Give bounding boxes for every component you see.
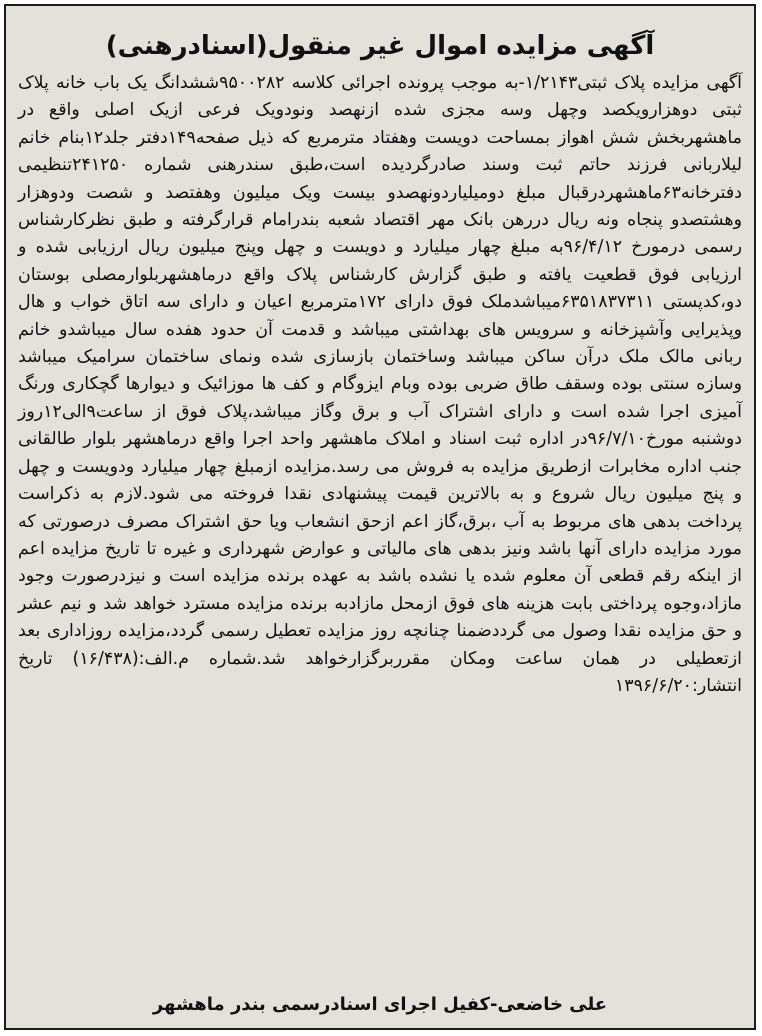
notice-signature: علی خاضعی-کفیل اجرای اسنادرسمی بندر ماهشهر <box>152 994 608 1015</box>
auction-notice <box>4 4 756 1030</box>
notice-body: آگهی مزایده پلاک ثبتی۱/۲۱۴۳-به موجب پرونده اجرائی کلاسه ۹۵۰۰۲۸۲ششدانگ یک باب خانه پلاک ثبتی دوهزارویکصد وچهل وسه مجزی شده ازنهصد ونودویک فرعی ازیک اصلی واقع در ماهشهربخش شش اهواز بمساحت دویست وهفتاد مترمربع که ذیل صفحه۱۴۹دفتر جلد۱۲بنام خانم لیلاربانی فرزند حاتم ثبت وسند صادرگردیده است،طبق سندرهنی شماره ۲۴۱۲۵۰تنظیمی دفترخانه۶۳ماهشهردرقبال مبلغ دومیلیاردونهصدو بیست ویک میلیون وهفتصد و شصت ودوهزار وهشتصدو پنجاه ونه ریال دررهن بانک مهر اقتصاد شعبه بندرامام قرارگرفته و طبق نظرکارشناس رسمی درمورخ ۹۶/۴/۱۲به مبلغ چهار میلیارد و دویست و چهل وپنج میلیون ریال ارزیابی شده و ارزیابی فوق قطعیت یافته و طبق گزارش کارشناس پلاک واقع درماهشهربلوارمصلی بوستان دو،کدپستی ۶۳۵۱۸۳۷۳۱۱میباشدملک فوق دارای ۱۷۲مترمربع اعیان و دارای سه اتاق خواب و هال وپذیرایی وآشپزخانه و سرویس های بهداشتی میباشد و قدمت آن حدود هفده سال میباشدو خانم ربانی مالک ملک درآن ساکن میباشد وساختمان بازسازی شده ونمای ساختمان سرامیک میباشد وسازه سنتی بوده وسقف طاق ضربی بوده وبام ایزوگام و کف ها موزائیک و دیوارها گچکاری ورنگ آمیزی اجرا شده است و دارای اشتراک آب و برق وگاز میباشد،پلاک فوق از ساعت۹الی۱۲روز دوشنبه مورخ۹۶/۷/۱۰در اداره ثبت اسناد و املاک ماهشهر واحد اجرا واقع درماهشهر بلوار طالقانی جنب اداره مخابرات ازطریق مزایده به فروش می رسد.مزایده ازمبلغ چهار میلیارد ودویست و چهل و پنج میلیون ریال شروع و به بالاترین قیمت پیشنهادی نقدا فروخته می شود.لازم به ذکراست پرداخت بدهی های مربوط به آب ،برق،گاز اعم ازحق انشعاب ویا حق اشتراک مصرف درصورتی که مورد مزایده دارای آنها باشد ونیز بدهی های مالیاتی و عوارض شهرداری و غیره تا تاریخ مزایده اعم از اینکه رقم قطعی آن معلوم شده یا نشده باشد به عهده برنده مزایده است و نیزدرصورت وجود مازاد،وجوه پرداختی بابت هزینه های فوق ازمحل مازادبه برنده مزایده مسترد خواهد شد و نیم عشر و حق مزایده نقدا وصول می گرددضمنا چنانچه روز مزایده تعطیل رسمی گردد،مزایده روزاداری بعد ازتعطیلی در همان ساعت ومکان مقرربرگزارخواهد شد.شماره م.الف:(۱۶/۴۳۸) تاریخ انتشار:۱۳۹۶/۶/۲۰ <box>18 73 743 696</box>
notice-title: آگهی مزایده اموال غیر منقول(اسنادرهنی) <box>105 31 655 61</box>
